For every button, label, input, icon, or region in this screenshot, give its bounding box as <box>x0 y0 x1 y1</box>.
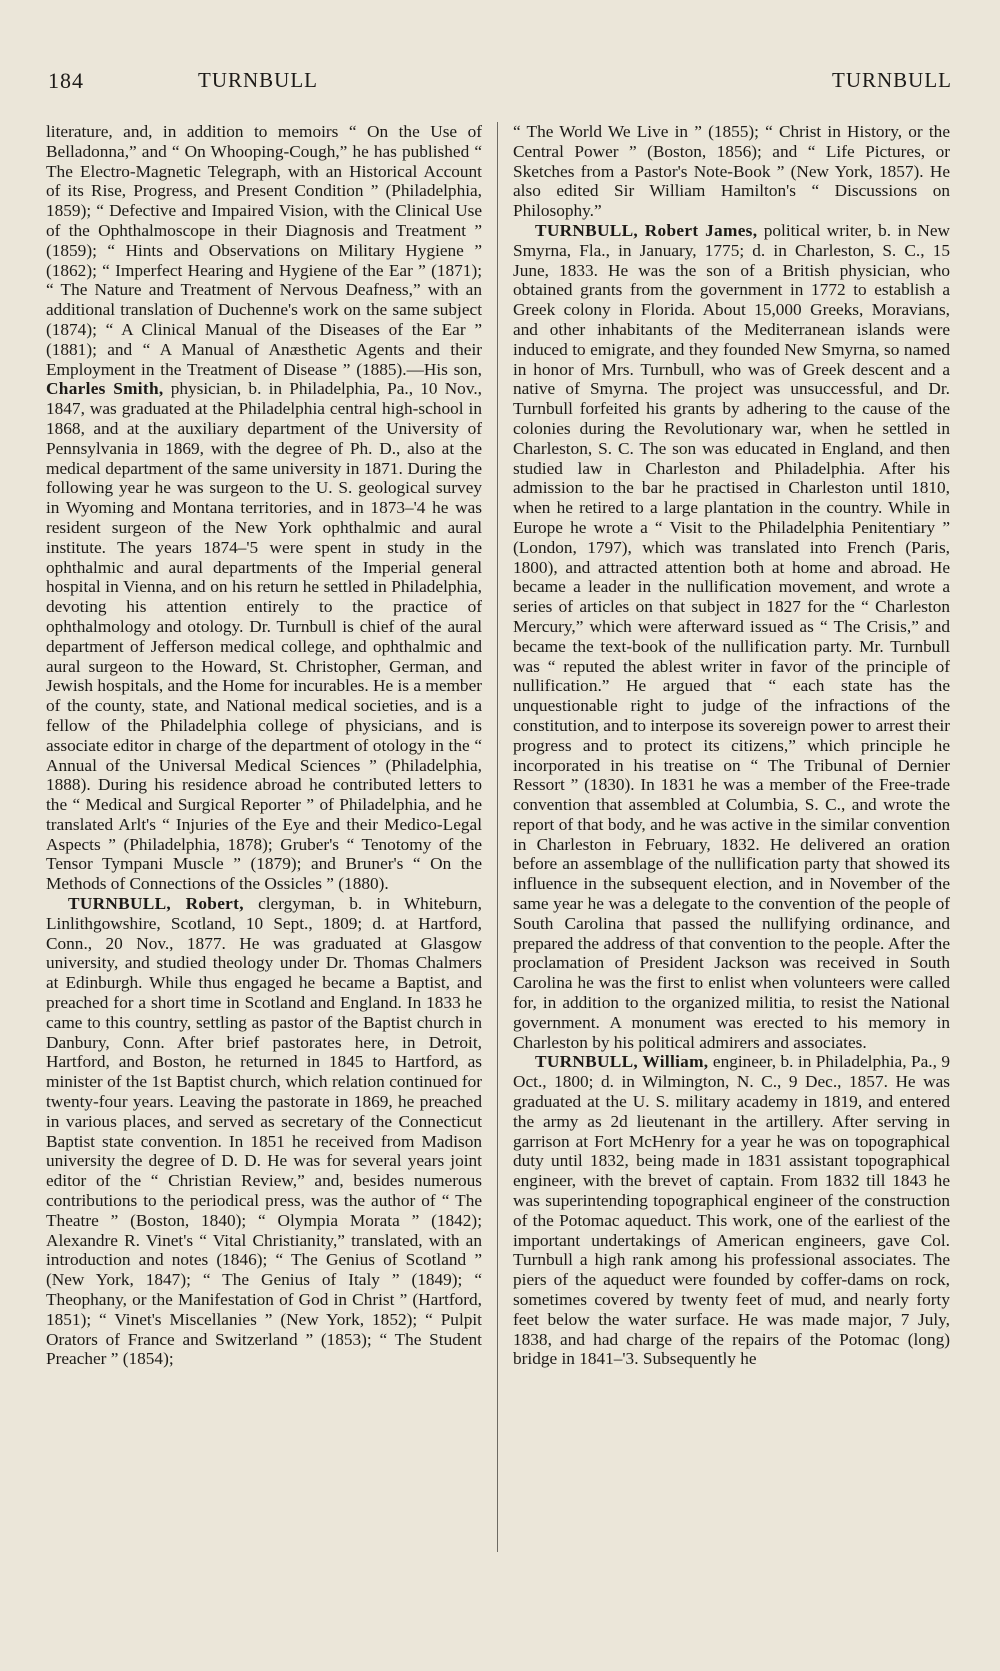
paragraph <box>513 221 950 1052</box>
text: clergyman, b. in Whiteburn, Linlithgowshire, Scotland, 10 Sept., 1809; d. at Hartford, Conn., 20 Nov., 1877. He was graduated at Glasgow university, and studied theology under Dr. Thomas Chalmers at Edinburgh. While thus engaged he became a Baptist, and preached for a short time in Scotland and England. In 1833 he came to this country, settling as pastor of the Baptist church in Danbury, Conn. After brief pastorates here, in Detroit, Hartford, and Boston, he returned in 1845 to Hartford, as minister of the 1st Baptist church, which relation continued for twenty-four years. Leaving the pastorate in 1869, he preached in various places, and served as secretary of the Connecticut Baptist state convention. In 1851 he received from Madison university the degree of D. D. He was for several years joint editor of the “ Christian Review,” and, besides numerous contributions to the periodical press, was the author of “ The Theatre ” (Boston, 1840); “ Olympia Morata ” (1842); Alexandre R. Vinet's “ Vital Christianity,” translated, with an introduction and notes (1846); “ The Genius of Scotland ” (New York, 1847); “ The Genius of Italy ” (1849); “ Theophany, or the Manifestation of God in Christ ” (Hartford, 1851); “ Vinet's Miscellanies ” (New York, 1852); “ Pulpit Orators of France and Switzerland ” (1853); “ The Student Preacher ” (1854); <box>46 894 482 1369</box>
running-head-left: TURNBULL <box>198 68 318 92</box>
entry-name: TURNBULL, William, <box>535 1052 709 1072</box>
paragraph <box>513 1052 950 1369</box>
text: “ The World We Live in ” (1855); “ Christ in History, or the Central Power ” (Boston, 1856); and “ Life Pictures, or Sketches from a Pastor's Note-Book ” (New York, 1857). He also edited Sir William Hamilton's “ Discussions on Philosophy.” <box>513 122 950 221</box>
text: political writer, b. in New Smyrna, Fla., in January, 1775; d. in Charleston, S. C., 15 June, 1833. He was the son of a British physician, who obtained grants from the government in 1772 to establish a Greek colony in Florida. About 15,000 Greeks, Moravians, and other inhabitants of the Mediterranean islands were induced to emigrate, and they founded New Smyrna, so named in honor of Mrs. Turnbull, who was of Greek descent and a native of Smyrna. The project was unsuccessful, and Dr. Turnbull forfeited his grants by adhering to the cause of the colonies during the Revolutionary war, when he settled in Charleston, S. C. The son was educated in England, and then studied law in Charleston and Philadelphia. After his admission to the bar he practised in Charleston until 1810, when he retired to a large plantation in the country. While in Europe he wrote a “ Visit to the Philadelphia Penitentiary ” (London, 1797), which was translated into French (Paris, 1800), and attracted attention both at home and abroad. He became a leader in the nullification movement, and wrote a series of articles on that subject in 1827 for the “ Charleston Mercury,” which were afterward issued as “ The Crisis,” and became the text-book of the nullification party. Mr. Turnbull was “ reputed the ablest writer in favor of the principle of nullification.” He argued that “ each state has the unquestionable right to judge of the infractions of the constitution, and to interpose its sovereign power to arrest their progress and to protect its citizens,” which principle he incorporated in his treatise on “ The Tribunal of Dernier Ressort ” (1830). In 1831 he was a member of the Free-trade convention that assembled at Columbia, S. C., and wrote the report of that body, and he was active in the similar convention in Charleston in February, 1832. He delivered an oration before an assemblage of the nullification party that showed its influence in the subsequent election, and in November of the same year he was a delegate to the convention of the people of South Carolina that passed the nullifying ordinance, and prepared the address of that convention to the people. After the proclamation of President Jackson was received in South Carolina he was the first to enlist when volunteers were called for, in addition to the organized militia, to resist the National government. A monument was erected to his memory in Charleston by his political admirers and associates. <box>513 220 950 1052</box>
page-number: 184 <box>48 68 84 93</box>
paragraph <box>513 122 950 221</box>
left-column <box>46 122 482 1369</box>
entry-name: Charles Smith, <box>46 379 164 399</box>
text: physician, b. in Philadelphia, Pa., 10 Nov., 1847, was graduated at the Philadelphia central high-school in 1868, and at the auxiliary department of the University of Pennsylvania in 1869, with the degree of Ph. D., also at the medical department of the same university in 1871. During the following year he was surgeon to the U. S. geological survey in Wyoming and Montana territories, and in 1873–'4 he was resident surgeon of the New York ophthalmic and aural institute. The years 1874–'5 were spent in study in the ophthalmic and aural departments of the Imperial general hospital in Vienna, and on his return he settled in Philadelphia, devoting his attention entirely to the practice of ophthalmology and otology. Dr. Turnbull is chief of the aural department of Jefferson medical college, and ophthalmic and aural surgeon to the Howard, St. Christopher, German, and Jewish hospitals, and the Home for incurables. He is a member of the county, state, and National medical societies, and is a fellow of the Philadelphia college of physicians, and is associate editor in charge of the department of otology in the “ Annual of the Universal Medical Sciences ” (Philadelphia, 1888). During his residence abroad he contributed letters to the “ Medical and Surgical Reporter ” of Philadelphia, and he translated Arlt's “ Injuries of the Eye and their Medico-Legal Aspects ” (Philadelphia, 1878); Gruber's “ Tenotomy of the Tensor Tympani Muscle ” (1879); and Bruner's “ On the Methods of Connections of the Ossicles ” (1880). <box>46 379 482 894</box>
text: engineer, b. in Philadelphia, Pa., 9 Oct., 1800; d. in Wilmington, N. C., 9 Dec., 1857. He was graduated at the U. S. military academy in 1819, and entered the army as 2d lieutenant in the artillery. After serving in garrison at Fort McHenry for a year he was on topographical duty until 1832, being made in 1831 assistant topographical engineer, with the brevet of captain. From 1832 till 1843 he was superintending topographical engineer of the construction of the Potomac aqueduct. This work, one of the earliest of the important undertakings of American engineers, gave Col. Turnbull a high rank among his professional associates. The piers of the aqueduct were founded by coffer-dams on rock, sometimes covered by twenty feet of mud, and nearly forty feet below the water surface. He was made major, 7 July, 1838, and had charge of the repairs of the Potomac (long) bridge in 1841–'3. Subsequently he <box>513 1052 950 1369</box>
page-header <box>48 68 952 98</box>
paragraph <box>46 122 482 894</box>
paragraph <box>46 894 482 1369</box>
right-column <box>513 122 950 1369</box>
column-divider <box>497 122 498 1552</box>
entry-name: TURNBULL, Robert James, <box>535 220 758 240</box>
entry-name: TURNBULL, Robert, <box>68 894 244 914</box>
text: literature, and, in addition to memoirs “ On the Use of Belladonna,” and “ On Whooping-Cough,” he has published “ The Electro-Magnetic Telegraph, with an Historical Account of its Rise, Progress, and Present Condition ” (Philadelphia, 1859); “ Defective and Impaired Vision, with the Clinical Use of the Ophthalmoscope in their Diagnosis and Treatment ” (1859); “ Hints and Observations on Military Hygiene ” (1862); “ Imperfect Hearing and Hygiene of the Ear ” (1871); “ The Nature and Treatment of Nervous Deafness,” with an additional translation of Duchenne's work on the same subject (1874); “ A Clinical Manual of the Diseases of the Ear ” (1881); and “ A Manual of Anæsthetic Agents and their Employment in the Treatment of Disease ” (1885).—His son, <box>46 122 482 379</box>
running-head-right: TURNBULL <box>832 68 952 92</box>
